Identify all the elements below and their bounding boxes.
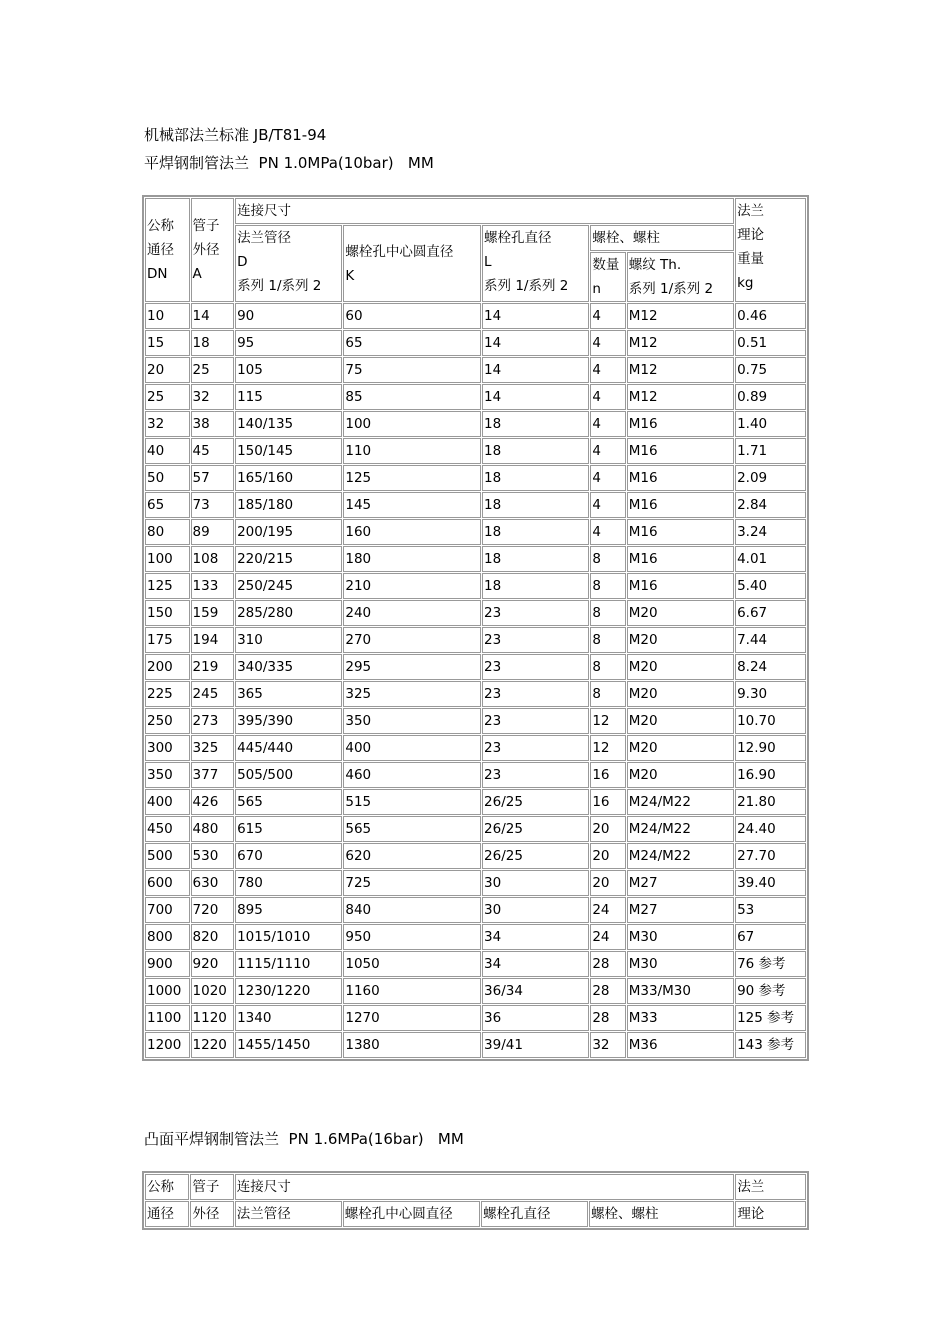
cell-dn: 400 <box>145 789 190 815</box>
section2-title: 凸面平焊钢制管法兰 PN 1.6MPa(16bar) MM <box>144 1130 464 1148</box>
table-row <box>145 681 806 707</box>
cell-dn: 300 <box>145 735 190 761</box>
header-a-2: 外径 <box>190 1201 233 1227</box>
cell-dn: 40 <box>145 438 190 464</box>
cell-k: 295 <box>343 654 481 680</box>
cell-weight: 3.24 <box>735 519 806 545</box>
cell-weight: 53 <box>735 897 806 923</box>
cell-a: 820 <box>191 924 235 950</box>
cell-dn: 225 <box>145 681 190 707</box>
flange-table-pn10 <box>142 195 809 1061</box>
cell-l: 26/25 <box>482 843 589 869</box>
cell-l: 23 <box>482 654 589 680</box>
cell-a: 194 <box>191 627 235 653</box>
table-row <box>145 330 806 356</box>
cell-dn: 20 <box>145 357 190 383</box>
cell-l: 26/25 <box>482 816 589 842</box>
header-dn: 公称 <box>145 1174 189 1200</box>
cell-n: 8 <box>590 654 625 680</box>
cell-l: 34 <box>482 924 589 950</box>
cell-l: 23 <box>482 681 589 707</box>
cell-l: 14 <box>482 303 589 329</box>
cell-a: 325 <box>191 735 235 761</box>
cell-weight: 0.46 <box>735 303 806 329</box>
cell-k: 350 <box>343 708 481 734</box>
header-n: 数量 n <box>590 252 625 302</box>
header-weight-2: 理论 <box>735 1201 806 1227</box>
cell-d: 90 <box>235 303 342 329</box>
table-row <box>145 303 806 329</box>
cell-thread: M12 <box>627 357 734 383</box>
cell-weight: 143 参考 <box>735 1032 806 1058</box>
cell-a: 73 <box>191 492 235 518</box>
cell-d: 220/215 <box>235 546 342 572</box>
cell-d: 505/500 <box>235 762 342 788</box>
cell-dn: 250 <box>145 708 190 734</box>
cell-d: 615 <box>235 816 342 842</box>
cell-n: 28 <box>590 978 625 1004</box>
cell-thread: M16 <box>627 411 734 437</box>
cell-n: 4 <box>590 384 625 410</box>
cell-dn: 200 <box>145 654 190 680</box>
cell-n: 12 <box>590 735 625 761</box>
cell-thread: M36 <box>627 1032 734 1058</box>
cell-weight: 76 参考 <box>735 951 806 977</box>
cell-l: 18 <box>482 546 589 572</box>
cell-l: 23 <box>482 627 589 653</box>
cell-a: 25 <box>191 357 235 383</box>
table-row <box>145 438 806 464</box>
cell-d: 395/390 <box>235 708 342 734</box>
cell-a: 377 <box>191 762 235 788</box>
cell-thread: M20 <box>627 762 734 788</box>
cell-k: 1160 <box>343 978 481 1004</box>
cell-weight: 21.80 <box>735 789 806 815</box>
cell-n: 20 <box>590 843 625 869</box>
cell-weight: 2.84 <box>735 492 806 518</box>
cell-dn: 350 <box>145 762 190 788</box>
table-row <box>145 1005 806 1031</box>
cell-d: 200/195 <box>235 519 342 545</box>
cell-dn: 25 <box>145 384 190 410</box>
cell-thread: M30 <box>627 924 734 950</box>
cell-dn: 175 <box>145 627 190 653</box>
cell-dn: 900 <box>145 951 190 977</box>
cell-a: 1120 <box>191 1005 235 1031</box>
table-row <box>145 789 806 815</box>
cell-thread: M27 <box>627 897 734 923</box>
cell-n: 8 <box>590 546 625 572</box>
cell-d: 340/335 <box>235 654 342 680</box>
table-header <box>145 198 806 302</box>
cell-thread: M30 <box>627 951 734 977</box>
cell-n: 16 <box>590 789 625 815</box>
cell-weight: 1.71 <box>735 438 806 464</box>
cell-weight: 16.90 <box>735 762 806 788</box>
cell-l: 18 <box>482 492 589 518</box>
cell-d: 185/180 <box>235 492 342 518</box>
cell-d: 250/245 <box>235 573 342 599</box>
table-row <box>145 1032 806 1058</box>
header-connect: 连接尺寸 <box>235 1174 735 1200</box>
cell-l: 23 <box>482 708 589 734</box>
header-d: 法兰管径 D 系列 1/系列 2 <box>235 225 342 302</box>
table-row <box>145 843 806 869</box>
cell-k: 270 <box>343 627 481 653</box>
cell-a: 630 <box>191 870 235 896</box>
table-row <box>145 384 806 410</box>
cell-dn: 32 <box>145 411 190 437</box>
cell-l: 39/41 <box>482 1032 589 1058</box>
cell-n: 4 <box>590 465 625 491</box>
cell-weight: 27.70 <box>735 843 806 869</box>
cell-l: 14 <box>482 384 589 410</box>
cell-l: 14 <box>482 357 589 383</box>
header-d: 法兰管径 <box>235 1201 342 1227</box>
cell-d: 780 <box>235 870 342 896</box>
header-a: 管子 外径 A <box>191 198 235 302</box>
table-row <box>145 411 806 437</box>
cell-a: 38 <box>191 411 235 437</box>
header-connect: 连接尺寸 <box>235 198 734 224</box>
cell-a: 108 <box>191 546 235 572</box>
cell-l: 23 <box>482 600 589 626</box>
cell-k: 725 <box>343 870 481 896</box>
cell-a: 32 <box>191 384 235 410</box>
cell-k: 100 <box>343 411 481 437</box>
cell-thread: M16 <box>627 573 734 599</box>
cell-dn: 800 <box>145 924 190 950</box>
cell-weight: 12.90 <box>735 735 806 761</box>
header-l: 螺栓孔直径 L 系列 1/系列 2 <box>482 225 589 302</box>
cell-thread: M24/M22 <box>627 789 734 815</box>
table-row <box>145 654 806 680</box>
cell-dn: 150 <box>145 600 190 626</box>
cell-a: 1020 <box>191 978 235 1004</box>
cell-weight: 125 参考 <box>735 1005 806 1031</box>
cell-d: 565 <box>235 789 342 815</box>
cell-n: 8 <box>590 600 625 626</box>
cell-dn: 100 <box>145 546 190 572</box>
cell-thread: M24/M22 <box>627 843 734 869</box>
cell-a: 920 <box>191 951 235 977</box>
cell-weight: 39.40 <box>735 870 806 896</box>
document-title: 机械部法兰标准 JB/T81-94 <box>144 126 327 144</box>
cell-d: 150/145 <box>235 438 342 464</box>
cell-l: 23 <box>482 762 589 788</box>
table-row <box>145 708 806 734</box>
table-row <box>145 573 806 599</box>
cell-thread: M33 <box>627 1005 734 1031</box>
cell-thread: M33/M30 <box>627 978 734 1004</box>
cell-n: 4 <box>590 303 625 329</box>
cell-dn: 1000 <box>145 978 190 1004</box>
cell-a: 133 <box>191 573 235 599</box>
cell-n: 16 <box>590 762 625 788</box>
cell-k: 210 <box>343 573 481 599</box>
cell-k: 460 <box>343 762 481 788</box>
table-row <box>145 627 806 653</box>
cell-weight: 24.40 <box>735 816 806 842</box>
cell-a: 89 <box>191 519 235 545</box>
cell-weight: 7.44 <box>735 627 806 653</box>
cell-dn: 600 <box>145 870 190 896</box>
header-l: 螺栓孔直径 <box>481 1201 588 1227</box>
cell-l: 23 <box>482 735 589 761</box>
cell-d: 895 <box>235 897 342 923</box>
table-row <box>145 600 806 626</box>
cell-n: 12 <box>590 708 625 734</box>
cell-d: 95 <box>235 330 342 356</box>
cell-k: 950 <box>343 924 481 950</box>
cell-d: 1340 <box>235 1005 342 1031</box>
cell-d: 1455/1450 <box>235 1032 342 1058</box>
cell-thread: M20 <box>627 708 734 734</box>
cell-weight: 5.40 <box>735 573 806 599</box>
section1-title: 平焊钢制管法兰 PN 1.0MPa(10bar) MM <box>144 154 434 172</box>
cell-k: 1050 <box>343 951 481 977</box>
cell-a: 530 <box>191 843 235 869</box>
header-k: 螺栓孔中心圆直径 <box>343 1201 480 1227</box>
cell-thread: M16 <box>627 492 734 518</box>
cell-l: 36 <box>482 1005 589 1031</box>
cell-d: 165/160 <box>235 465 342 491</box>
cell-dn: 500 <box>145 843 190 869</box>
cell-a: 1220 <box>191 1032 235 1058</box>
cell-k: 60 <box>343 303 481 329</box>
cell-weight: 90 参考 <box>735 978 806 1004</box>
cell-weight: 4.01 <box>735 546 806 572</box>
table-row <box>145 870 806 896</box>
cell-thread: M20 <box>627 654 734 680</box>
table-body <box>145 303 806 1058</box>
cell-dn: 65 <box>145 492 190 518</box>
cell-thread: M24/M22 <box>627 816 734 842</box>
cell-weight: 2.09 <box>735 465 806 491</box>
cell-l: 18 <box>482 519 589 545</box>
cell-n: 28 <box>590 1005 625 1031</box>
cell-dn: 1200 <box>145 1032 190 1058</box>
cell-n: 24 <box>590 924 625 950</box>
cell-thread: M12 <box>627 303 734 329</box>
table-row <box>145 492 806 518</box>
cell-weight: 9.30 <box>735 681 806 707</box>
cell-d: 1015/1010 <box>235 924 342 950</box>
cell-k: 125 <box>343 465 481 491</box>
cell-k: 565 <box>343 816 481 842</box>
table-row <box>145 951 806 977</box>
cell-a: 45 <box>191 438 235 464</box>
cell-thread: M20 <box>627 600 734 626</box>
cell-n: 4 <box>590 438 625 464</box>
cell-k: 65 <box>343 330 481 356</box>
cell-n: 28 <box>590 951 625 977</box>
table-row <box>145 546 806 572</box>
cell-dn: 700 <box>145 897 190 923</box>
cell-a: 14 <box>191 303 235 329</box>
cell-l: 30 <box>482 870 589 896</box>
cell-a: 426 <box>191 789 235 815</box>
cell-k: 400 <box>343 735 481 761</box>
cell-k: 85 <box>343 384 481 410</box>
cell-d: 140/135 <box>235 411 342 437</box>
cell-weight: 6.67 <box>735 600 806 626</box>
cell-l: 14 <box>482 330 589 356</box>
header-k: 螺栓孔中心圆直径 K <box>343 225 481 302</box>
header-weight: 法兰 <box>735 1174 806 1200</box>
cell-a: 273 <box>191 708 235 734</box>
cell-d: 365 <box>235 681 342 707</box>
cell-weight: 10.70 <box>735 708 806 734</box>
table-row <box>145 465 806 491</box>
cell-l: 34 <box>482 951 589 977</box>
cell-thread: M16 <box>627 465 734 491</box>
table-row <box>145 816 806 842</box>
cell-weight: 0.75 <box>735 357 806 383</box>
cell-k: 75 <box>343 357 481 383</box>
table-row <box>145 924 806 950</box>
cell-n: 8 <box>590 573 625 599</box>
cell-d: 310 <box>235 627 342 653</box>
cell-n: 4 <box>590 357 625 383</box>
cell-k: 110 <box>343 438 481 464</box>
cell-thread: M16 <box>627 519 734 545</box>
cell-l: 18 <box>482 411 589 437</box>
cell-k: 240 <box>343 600 481 626</box>
cell-a: 245 <box>191 681 235 707</box>
cell-n: 20 <box>590 816 625 842</box>
cell-n: 8 <box>590 681 625 707</box>
cell-thread: M12 <box>627 330 734 356</box>
cell-l: 18 <box>482 438 589 464</box>
cell-l: 36/34 <box>482 978 589 1004</box>
table-row <box>145 762 806 788</box>
cell-n: 4 <box>590 330 625 356</box>
header-dn-2: 通径 <box>145 1201 189 1227</box>
cell-a: 480 <box>191 816 235 842</box>
cell-k: 160 <box>343 519 481 545</box>
table-row <box>145 357 806 383</box>
cell-d: 1230/1220 <box>235 978 342 1004</box>
cell-n: 24 <box>590 897 625 923</box>
cell-k: 1270 <box>343 1005 481 1031</box>
cell-d: 445/440 <box>235 735 342 761</box>
cell-d: 115 <box>235 384 342 410</box>
cell-n: 8 <box>590 627 625 653</box>
cell-a: 159 <box>191 600 235 626</box>
cell-weight: 8.24 <box>735 654 806 680</box>
cell-n: 4 <box>590 492 625 518</box>
cell-l: 26/25 <box>482 789 589 815</box>
cell-thread: M27 <box>627 870 734 896</box>
cell-a: 18 <box>191 330 235 356</box>
cell-thread: M20 <box>627 681 734 707</box>
cell-k: 620 <box>343 843 481 869</box>
header-weight: 法兰 理论 重量 kg <box>735 198 806 302</box>
cell-thread: M20 <box>627 735 734 761</box>
cell-k: 180 <box>343 546 481 572</box>
cell-k: 1380 <box>343 1032 481 1058</box>
cell-dn: 15 <box>145 330 190 356</box>
cell-k: 840 <box>343 897 481 923</box>
table-row <box>145 897 806 923</box>
header-th: 螺纹 Th. 系列 1/系列 2 <box>627 252 734 302</box>
cell-thread: M16 <box>627 438 734 464</box>
cell-dn: 80 <box>145 519 190 545</box>
cell-dn: 450 <box>145 816 190 842</box>
cell-d: 670 <box>235 843 342 869</box>
cell-n: 20 <box>590 870 625 896</box>
table-row <box>145 978 806 1004</box>
cell-l: 30 <box>482 897 589 923</box>
cell-weight: 0.89 <box>735 384 806 410</box>
cell-thread: M12 <box>627 384 734 410</box>
cell-dn: 1100 <box>145 1005 190 1031</box>
cell-d: 105 <box>235 357 342 383</box>
header-bolt: 螺栓、螺柱 <box>590 225 734 251</box>
cell-thread: M16 <box>627 546 734 572</box>
table-row <box>145 735 806 761</box>
header-bolt: 螺栓、螺柱 <box>589 1201 734 1227</box>
cell-a: 57 <box>191 465 235 491</box>
header-dn: 公称 通径 DN <box>145 198 190 302</box>
cell-dn: 10 <box>145 303 190 329</box>
cell-dn: 125 <box>145 573 190 599</box>
header-a: 管子 <box>190 1174 233 1200</box>
cell-k: 515 <box>343 789 481 815</box>
cell-k: 145 <box>343 492 481 518</box>
cell-a: 219 <box>191 654 235 680</box>
cell-a: 720 <box>191 897 235 923</box>
cell-k: 325 <box>343 681 481 707</box>
cell-n: 32 <box>590 1032 625 1058</box>
cell-d: 285/280 <box>235 600 342 626</box>
cell-n: 4 <box>590 411 625 437</box>
cell-weight: 1.40 <box>735 411 806 437</box>
flange-table-pn16 <box>142 1171 809 1230</box>
cell-dn: 50 <box>145 465 190 491</box>
cell-weight: 67 <box>735 924 806 950</box>
cell-n: 4 <box>590 519 625 545</box>
cell-d: 1115/1110 <box>235 951 342 977</box>
cell-l: 18 <box>482 573 589 599</box>
cell-l: 18 <box>482 465 589 491</box>
cell-thread: M20 <box>627 627 734 653</box>
cell-weight: 0.51 <box>735 330 806 356</box>
table-row <box>145 519 806 545</box>
